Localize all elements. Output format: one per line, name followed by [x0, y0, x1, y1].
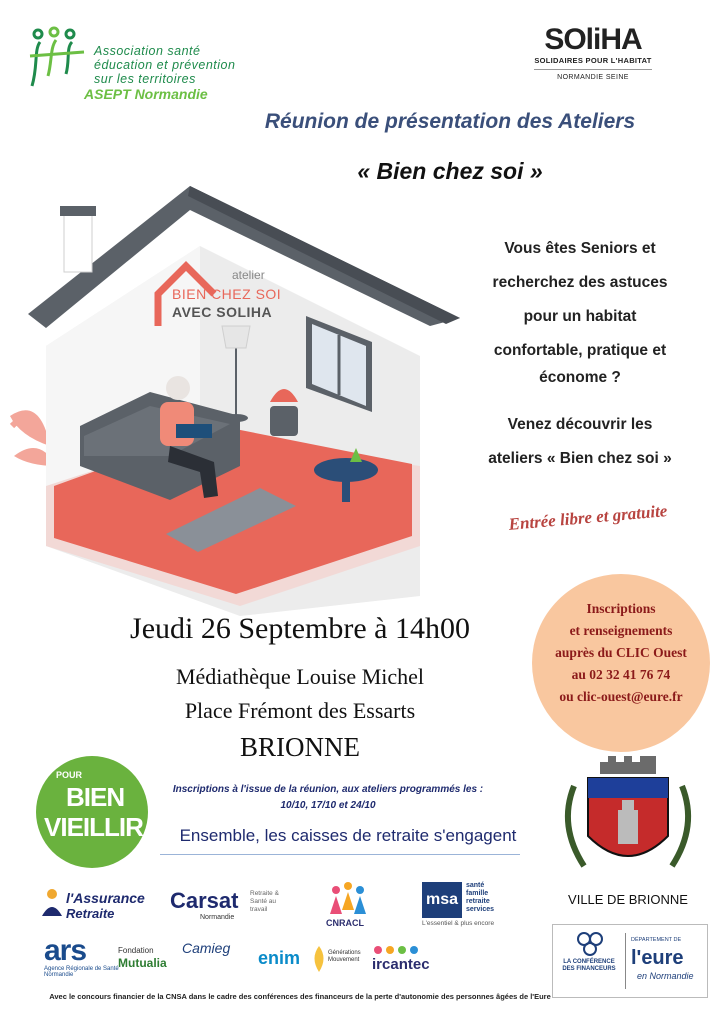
event-city: BRIONNE: [240, 732, 360, 762]
intro-line: économe ?: [539, 369, 621, 386]
soliha-sub: SOLIDAIRES POUR L'HABITAT: [534, 56, 652, 65]
camieg-logo: Camieg: [182, 940, 231, 956]
venue-line2: Place Frémont des Essarts: [184, 698, 416, 723]
carsat-logo: Carsat Retraite & Santé au travail Normandie: [170, 888, 279, 921]
msa-logo: msa santé famille retraite services L'essentiel & plus encore: [422, 882, 495, 927]
event-date: Jeudi 26 Septembre à 14h00: [130, 612, 470, 645]
intro-line: confortable, pratique et: [493, 342, 667, 359]
title-line1: Réunion de présentation des Ateliers: [264, 110, 636, 133]
divider: [160, 854, 520, 855]
people-icon: [575, 931, 605, 957]
sign-line2: AVEC SOLIHA: [172, 304, 273, 320]
mutualia-logo: Fondation Mutualia: [118, 946, 167, 970]
person-icon: [40, 888, 64, 918]
coat-of-arms-icon: [554, 756, 702, 888]
asept-brand: ASEPT Normandie: [84, 86, 208, 102]
asept-text: Association santé éducation et prévention sur les territoires: [94, 44, 236, 86]
intro-line: recherchez des astuces: [492, 274, 668, 291]
sign-line1: BIEN CHEZ SOI: [172, 286, 282, 302]
soliha-region: NORMANDIE SEINE: [557, 74, 629, 81]
cnracl-logo: CNRACL: [318, 880, 378, 930]
enim-logo: enim: [258, 948, 301, 968]
intro-line: ateliers « Bien chez soi »: [488, 450, 672, 467]
soliha-name: SOliHA: [544, 23, 642, 56]
free-entry: Entrée libre et gratuite: [507, 501, 669, 534]
generations-mouvement-logo: Générations Mouvement: [310, 940, 370, 980]
asept-logo: [28, 26, 258, 106]
ars-logo: ars Agence Régionale de Santé Normandie: [44, 934, 119, 978]
house-illustration: [0, 166, 470, 618]
ville-label: VILLE DE BRIONNE: [568, 892, 688, 907]
inscriptions-note: Inscriptions à l'issue de la réunion, aux ateliers programmés les : 10/10, 17/10 et 24/10: [172, 784, 484, 811]
footer-note: Avec le concours financier de la CNSA dans le cadre des conférences des financeurs de la perte d'autonomie des personnes âgées de l'Eure: [49, 992, 551, 1001]
conference-eure-logo: LA CONFÉRENCE DES FINANCEURS DÉPARTEMENT DE l'eure en Normandie: [552, 924, 708, 998]
contact-text: Inscriptions et renseignements auprès du CLIC Ouest au 02 32 41 76 74 ou clic-ouest@eure.fr: [555, 601, 687, 704]
contact-circle: [532, 574, 710, 752]
ircantec-logo: ircantec: [372, 944, 452, 978]
intro-line: Vous êtes Seniors et: [504, 240, 656, 257]
title-line2: « Bien chez soi »: [357, 158, 543, 184]
divider: [534, 69, 652, 70]
intro-line: Venez découvrir les: [507, 416, 653, 433]
venue-line1: Médiathèque Louise Michel: [175, 664, 425, 689]
ensemble-slogan: Ensemble, les caisses de retraite s'engagent: [179, 826, 517, 845]
assurance-retraite-logo: l'Assurance Retraite: [40, 884, 150, 924]
people-icon: [322, 880, 372, 918]
leaf-icon: [310, 944, 328, 974]
pour-bien-vieillir-logo: POUR BIEN VIEILLIR: [36, 756, 148, 868]
ville-de-brionne-logo: [554, 756, 702, 912]
sign-small: atelier: [232, 268, 265, 282]
intro-line: pour un habitat: [523, 308, 637, 325]
event-venue: [60, 660, 540, 728]
intro-text: [452, 232, 708, 476]
soliha-logo: [528, 24, 658, 94]
